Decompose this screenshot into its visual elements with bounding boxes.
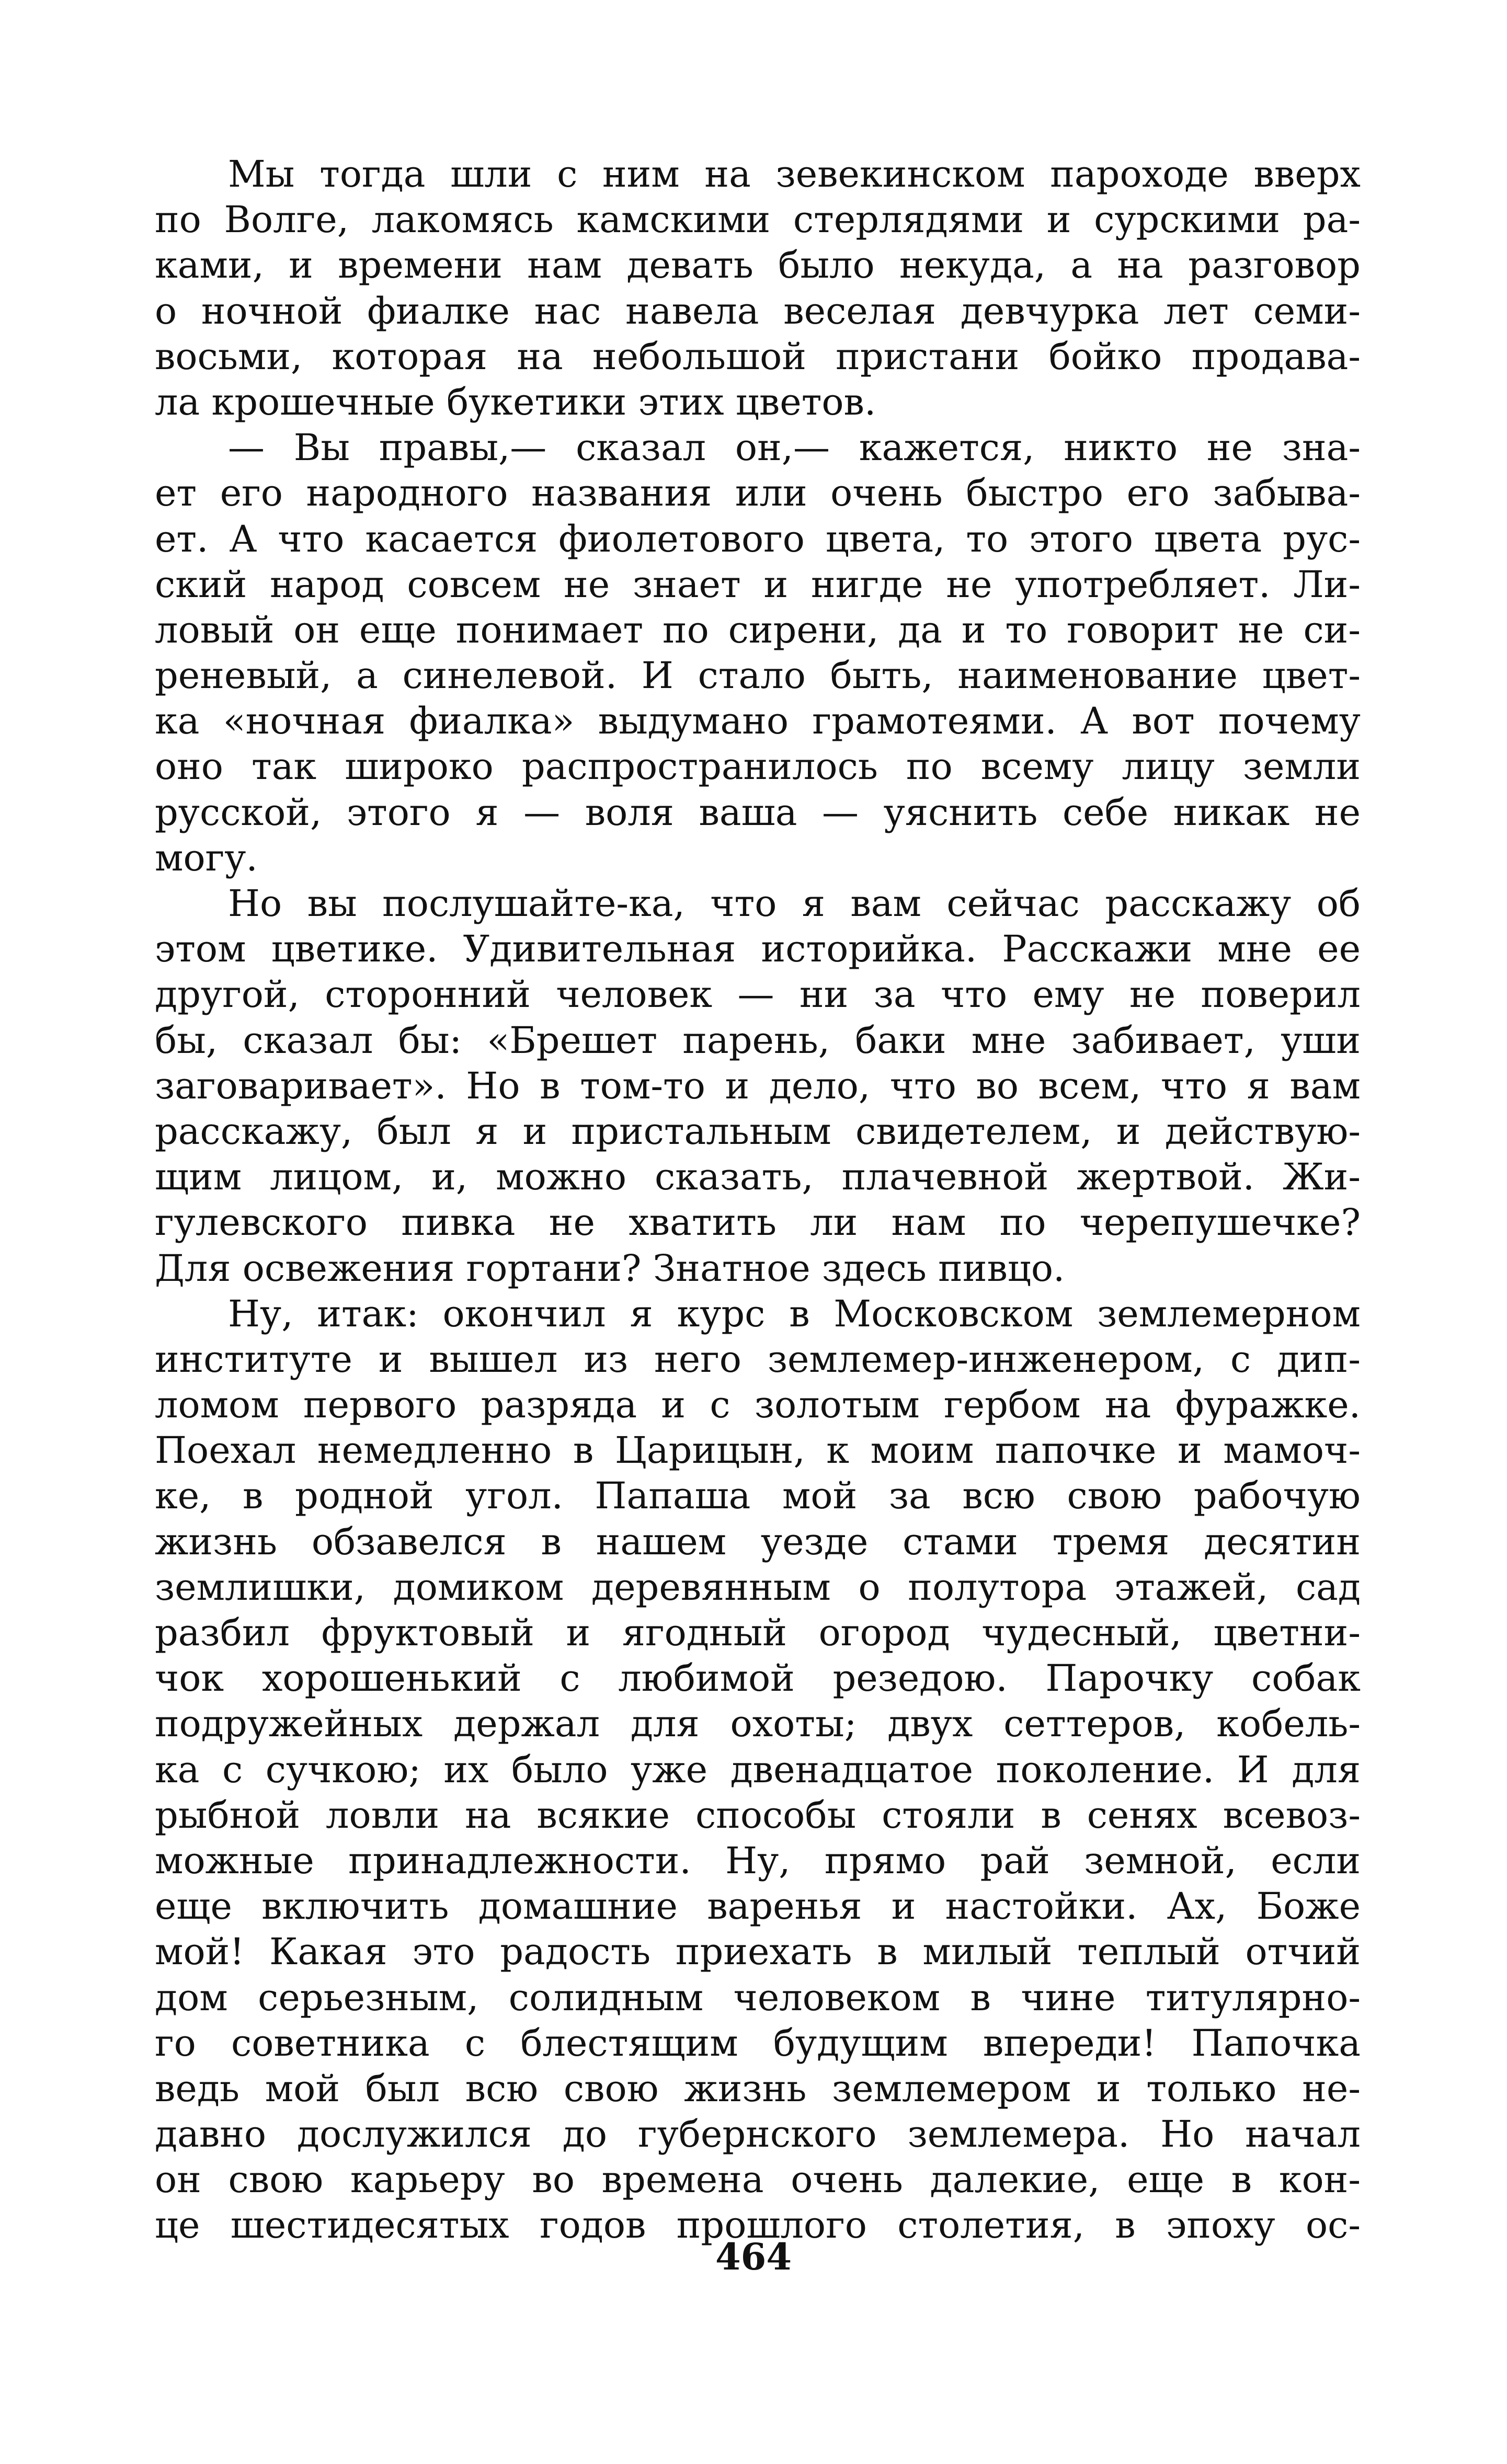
text-line: другой, сторонний человек — ни за что ему не поверил bbox=[155, 973, 1361, 1016]
text-line: ка «ночная фиалка» выдумано грамотеями. А вот почему bbox=[155, 700, 1361, 743]
text-line: ский народ совсем не знает и нигде не употребляет. Ли- bbox=[155, 563, 1361, 606]
text-line: чок хорошенький с любимой резедою. Парочку собак bbox=[155, 1657, 1361, 1700]
text-line: дом серьезным, солидным человеком в чине титулярно- bbox=[155, 1976, 1361, 2019]
text-line: мой! Какая это радость приехать в милый теплый отчий bbox=[155, 1930, 1361, 1974]
text-line: Для освежения гортани? Знатное здесь пивцо. bbox=[155, 1246, 1065, 1290]
text-line: — Вы правы,— сказал он,— кажется, никто не зна- bbox=[228, 426, 1361, 469]
text-line: землишки, домиком деревянным о полутора этажей, сад bbox=[155, 1565, 1361, 1609]
text-line: ет. А что касается фиолетового цвета, то этого цвета рус- bbox=[155, 517, 1361, 560]
text-line: ла крошечные букетики этих цветов. bbox=[155, 380, 876, 423]
text-line: щим лицом, и, можно сказать, плачевной жертвой. Жи- bbox=[155, 1155, 1361, 1199]
text-line: институте и вышел из него землемер-инженером, с дип- bbox=[155, 1337, 1361, 1381]
text-line: бы, сказал бы: «Брешет парень, баки мне забивает, уши bbox=[155, 1018, 1361, 1062]
text-line: подружейных держал для охоты; двух сеттеров, кобель- bbox=[155, 1702, 1361, 1746]
text-line: он свою карьеру во времена очень далекие, еще в кон- bbox=[155, 2158, 1361, 2202]
text-line: разбил фруктовый и ягодный огород чудесный, цветни- bbox=[155, 1611, 1361, 1654]
text-line: ке, в родной угол. Папаша мой за всю свою рабочую bbox=[155, 1474, 1361, 1518]
text-line: ловый он еще понимает по сирени, да и то говорит не си- bbox=[155, 608, 1361, 651]
text-line: могу. bbox=[155, 836, 258, 879]
text-line: ка с сучкою; их было уже двенадцатое поколение. И для bbox=[155, 1748, 1361, 1791]
text-line: Поехал немедленно в Царицын, к моим папочке и мамоч- bbox=[155, 1429, 1361, 1472]
text-line: оно так широко распространилось по всему лицу земли bbox=[155, 745, 1361, 788]
text-line: Мы тогда шли с ним на зевекинском пароходе вверх bbox=[228, 153, 1361, 196]
text-line: го советника с блестящим будущим впереди! Папочка bbox=[155, 2021, 1361, 2065]
text-line: восьми, которая на небольшой пристани бойко продава- bbox=[155, 335, 1361, 378]
text-line: Но вы послушайте-ка, что я вам сейчас расскажу об bbox=[228, 882, 1361, 925]
text-line: реневый, а синелевой. И стало быть, наименование цвет- bbox=[155, 654, 1361, 697]
text-line: еще включить домашние варенья и настойки. Ах, Боже bbox=[155, 1885, 1361, 1928]
text-line: по Волге, лакомясь камскими стерлядями и сурскими ра- bbox=[155, 198, 1361, 242]
text-line: рыбной ловли на всякие способы стояли в сенях всевоз- bbox=[155, 1793, 1361, 1837]
text-line: расскажу, был я и пристальным свидетелем, и действую- bbox=[155, 1109, 1361, 1153]
text-line: о ночной фиалке нас навела веселая девчурка лет семи- bbox=[155, 289, 1361, 333]
text-line: можные принадлежности. Ну, прямо рай земной, если bbox=[155, 1839, 1361, 1882]
text-line: гулевского пивка не хватить ли нам по черепушечке? bbox=[155, 1201, 1361, 1244]
text-line: це шестидесятых годов прошлого столетия, в эпоху ос- bbox=[155, 2204, 1361, 2247]
text-line: ломом первого разряда и с золотым гербом на фуражке. bbox=[155, 1383, 1361, 1427]
text-line: ет его народного названия или очень быстро его забыва- bbox=[155, 472, 1361, 515]
page-number: 464 bbox=[715, 2235, 792, 2278]
text-line: ведь мой был всю свою жизнь землемером и только не- bbox=[155, 2067, 1361, 2110]
text-line: заговаривает». Но в том-то и дело, что во всем, что я вам bbox=[155, 1064, 1361, 1107]
text-line: жизнь обзавелся в нашем уезде стами тремя десятин bbox=[155, 1520, 1361, 1563]
text-line: Ну, итак: окончил я курс в Московском землемерном bbox=[228, 1292, 1361, 1335]
body-text bbox=[155, 152, 1361, 2249]
text-line: этом цветике. Удивительная историйка. Расскажи мне ее bbox=[155, 927, 1361, 971]
text-line: русской, этого я — воля ваша — уяснить себе никак не bbox=[155, 790, 1361, 834]
text-line: ками, и времени нам девать было некуда, а на разговор bbox=[155, 244, 1361, 287]
text-line: давно дослужился до губернского землемера. Но начал bbox=[155, 2113, 1361, 2156]
